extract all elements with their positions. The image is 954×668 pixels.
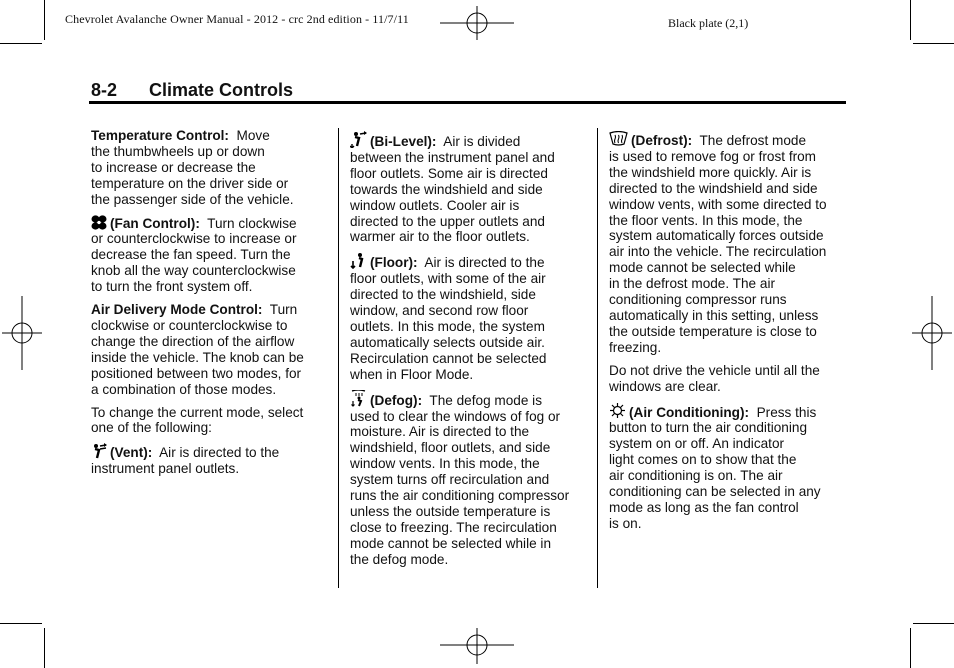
crop-mark — [0, 623, 42, 624]
paragraph-text: Turn — [269, 302, 298, 318]
plate-info: Black plate (2,1) — [668, 16, 749, 30]
temperature-control-paragraph — [91, 128, 327, 208]
column-3 — [609, 131, 849, 539]
paragraph-line: Do not drive the vehicle until all the — [609, 362, 820, 378]
paragraph-line: floor outlets. Some air is directed — [350, 165, 548, 181]
defrost-icon — [609, 131, 628, 147]
paragraph-line: temperature on the driver side or — [91, 175, 289, 191]
paragraph-line: is used to remove fog or frost from — [609, 148, 817, 164]
paragraph-line: clockwise or counterclockwise to — [91, 317, 288, 333]
column-divider — [338, 128, 339, 588]
crop-mark — [910, 628, 911, 668]
paragraph-line: directed to the windshield, side — [350, 287, 536, 303]
paragraph-first-line — [609, 131, 849, 149]
paragraph-text: Move — [236, 128, 270, 143]
paragraph-line: or counterclockwise to increase or — [91, 231, 297, 247]
ac-snowflake-icon — [609, 402, 626, 419]
paragraph-text: Air is directed to the — [159, 445, 280, 461]
paragraph-line: air conditioning is on. The air — [609, 468, 783, 484]
paragraph-line: decrease the fan speed. Turn the — [91, 247, 291, 263]
paragraph-line: inside the vehicle. The knob can be — [91, 349, 304, 365]
column-divider — [597, 128, 598, 588]
registration-mark-bottom — [440, 628, 514, 664]
paragraph-text: Air is directed to the — [424, 255, 545, 271]
crop-mark — [913, 623, 954, 624]
paragraph-line: floor outlets, with some of the air — [350, 271, 546, 287]
paragraph-line: the thumbwheels up or down — [91, 143, 265, 159]
paragraph-line: instrument panel outlets. — [91, 461, 240, 477]
paragraph-line: change the direction of the airflow — [91, 333, 295, 349]
paragraph-line: air into the vehicle. The recirculation — [609, 244, 827, 260]
paragraph-line: window vents, with some directed to — [609, 196, 827, 212]
paragraph-line: the passenger side of the vehicle. — [91, 191, 294, 207]
paragraph-text: Turn clockwise — [207, 215, 297, 231]
term-label: Temperature Control: — [91, 128, 229, 143]
paragraph-line: window, and second row floor — [350, 303, 529, 319]
section-title: Climate Controls — [149, 80, 294, 100]
paragraph-text: The defog mode is — [429, 392, 542, 408]
paragraph-line: the defog mode. — [350, 551, 449, 567]
paragraph-line: one of the following: — [91, 420, 212, 436]
bilevel-mode-icon — [350, 131, 367, 148]
term-label: (Vent): — [110, 445, 153, 461]
registration-mark-left — [2, 296, 42, 370]
paragraph-line: is on. — [609, 515, 642, 531]
paragraph-line: the outside temperature is close to — [609, 323, 817, 339]
paragraph-text: The defrost mode — [699, 133, 807, 148]
term-label: (Bi-Level): — [370, 134, 437, 149]
drive-warning-paragraph — [609, 363, 849, 395]
defog-mode-paragraph — [350, 390, 588, 568]
air-delivery-mode-paragraph — [91, 302, 327, 397]
column-2 — [350, 131, 588, 575]
paragraph-line: mode cannot be selected while — [609, 260, 796, 276]
crop-mark — [44, 628, 45, 668]
paragraph-line: system on or off. An indicator — [609, 436, 785, 452]
crop-mark — [0, 43, 42, 44]
paragraph-text: Air is divided — [443, 134, 521, 149]
paragraph-line: close to freezing. The recirculation — [350, 519, 557, 535]
registration-mark-top — [440, 6, 514, 40]
paragraph-line: To change the current mode, select — [91, 404, 304, 420]
floor-mode-icon — [350, 252, 367, 269]
paragraph-line: button to turn the air conditioning — [609, 420, 807, 436]
fan-control-paragraph — [91, 215, 327, 296]
change-mode-paragraph — [91, 405, 327, 437]
paragraph-line: the windshield more quickly. Air is — [609, 164, 812, 180]
term-label: (Air Conditioning): — [629, 404, 750, 420]
paragraph-line: to turn the front system off. — [91, 279, 253, 295]
defog-mode-icon — [350, 390, 367, 407]
paragraph-line: conditioning compressor runs — [609, 292, 787, 308]
term-label: (Defrost): — [631, 133, 693, 148]
column-1 — [91, 128, 327, 484]
paragraph-line: positioned between two modes, for — [91, 365, 302, 381]
paragraph-line: unless the outside temperature is — [350, 503, 551, 519]
paragraph-line: light comes on to show that the — [609, 452, 797, 468]
paragraph-first-line — [609, 402, 849, 421]
paragraph-line: directed to the windshield and side — [609, 180, 818, 196]
paragraph-line: knob all the way counterclockwise — [91, 263, 296, 279]
paragraph-text: Press this — [756, 404, 817, 420]
paragraph-first-line — [91, 302, 327, 318]
bilevel-mode-paragraph — [350, 131, 588, 245]
print-header-info: Chevrolet Avalanche Owner Manual - 2012 - crc 2nd edition - 11/7/11 — [65, 12, 409, 26]
paragraph-line: in the defrost mode. The air — [609, 276, 775, 292]
section-rule — [89, 101, 846, 104]
vent-mode-icon — [91, 443, 107, 459]
paragraph-line: system turns off recirculation and — [350, 472, 550, 488]
term-label: (Defog): — [370, 392, 423, 408]
vent-mode-paragraph — [91, 443, 327, 477]
paragraph-line: mode cannot be selected while in — [350, 535, 552, 551]
paragraph-first-line — [350, 252, 588, 271]
paragraph-first-line — [91, 443, 327, 461]
paragraph-line: windshield, floor outlets, and side — [350, 440, 551, 456]
paragraph-first-line — [350, 390, 588, 409]
paragraph-line: a combination of those modes. — [91, 381, 277, 397]
paragraph-line: windows are clear. — [609, 378, 721, 394]
defrost-mode-paragraph — [609, 131, 849, 356]
paragraph-line: freezing. — [609, 339, 662, 355]
paragraph-first-line — [350, 131, 588, 150]
paragraph-first-line — [91, 128, 327, 144]
paragraph-line: to increase or decrease the — [91, 159, 256, 175]
paragraph-line: automatically in this setting, unless — [609, 307, 819, 323]
crop-mark — [913, 43, 954, 44]
term-label: (Floor): — [370, 255, 418, 271]
paragraph-line: towards the windshield and side — [350, 181, 543, 197]
registration-mark-right — [912, 296, 952, 370]
paragraph-line: runs the air conditioning compressor — [350, 488, 570, 504]
paragraph-line: mode as long as the fan control — [609, 499, 799, 515]
fan-icon — [91, 215, 107, 230]
paragraph-line: outlets. In this mode, the system — [350, 318, 545, 334]
paragraph-line: warmer air to the floor outlets. — [350, 229, 530, 245]
section-number: 8-2 — [91, 80, 118, 100]
crop-mark — [910, 0, 911, 40]
floor-mode-paragraph — [350, 252, 588, 382]
paragraph-line: window vents. In this mode, the — [350, 456, 540, 472]
paragraph-first-line — [91, 215, 327, 232]
paragraph-line: the floor vents. In this mode, the — [609, 212, 803, 228]
paragraph-line: Recirculation cannot be selected — [350, 350, 547, 366]
term-label: Air Delivery Mode Control: — [91, 302, 263, 318]
paragraph-line: window outlets. Cooler air is — [350, 197, 520, 213]
paragraph-line: moisture. Air is directed to the — [350, 424, 530, 440]
paragraph-line: system automatically forces outside — [609, 228, 824, 244]
air-conditioning-paragraph — [609, 402, 849, 532]
paragraph-line: directed to the upper outlets and — [350, 213, 545, 229]
paragraph-line: between the instrument panel and — [350, 149, 555, 165]
crop-mark — [44, 0, 45, 40]
paragraph-line: when in Floor Mode. — [350, 366, 474, 382]
paragraph-line: used to clear the windows of fog or — [350, 408, 561, 424]
term-label: (Fan Control): — [110, 215, 200, 231]
paragraph-line: conditioning can be selected in any — [609, 484, 821, 500]
paragraph-line: automatically selects outside air. — [350, 334, 545, 350]
